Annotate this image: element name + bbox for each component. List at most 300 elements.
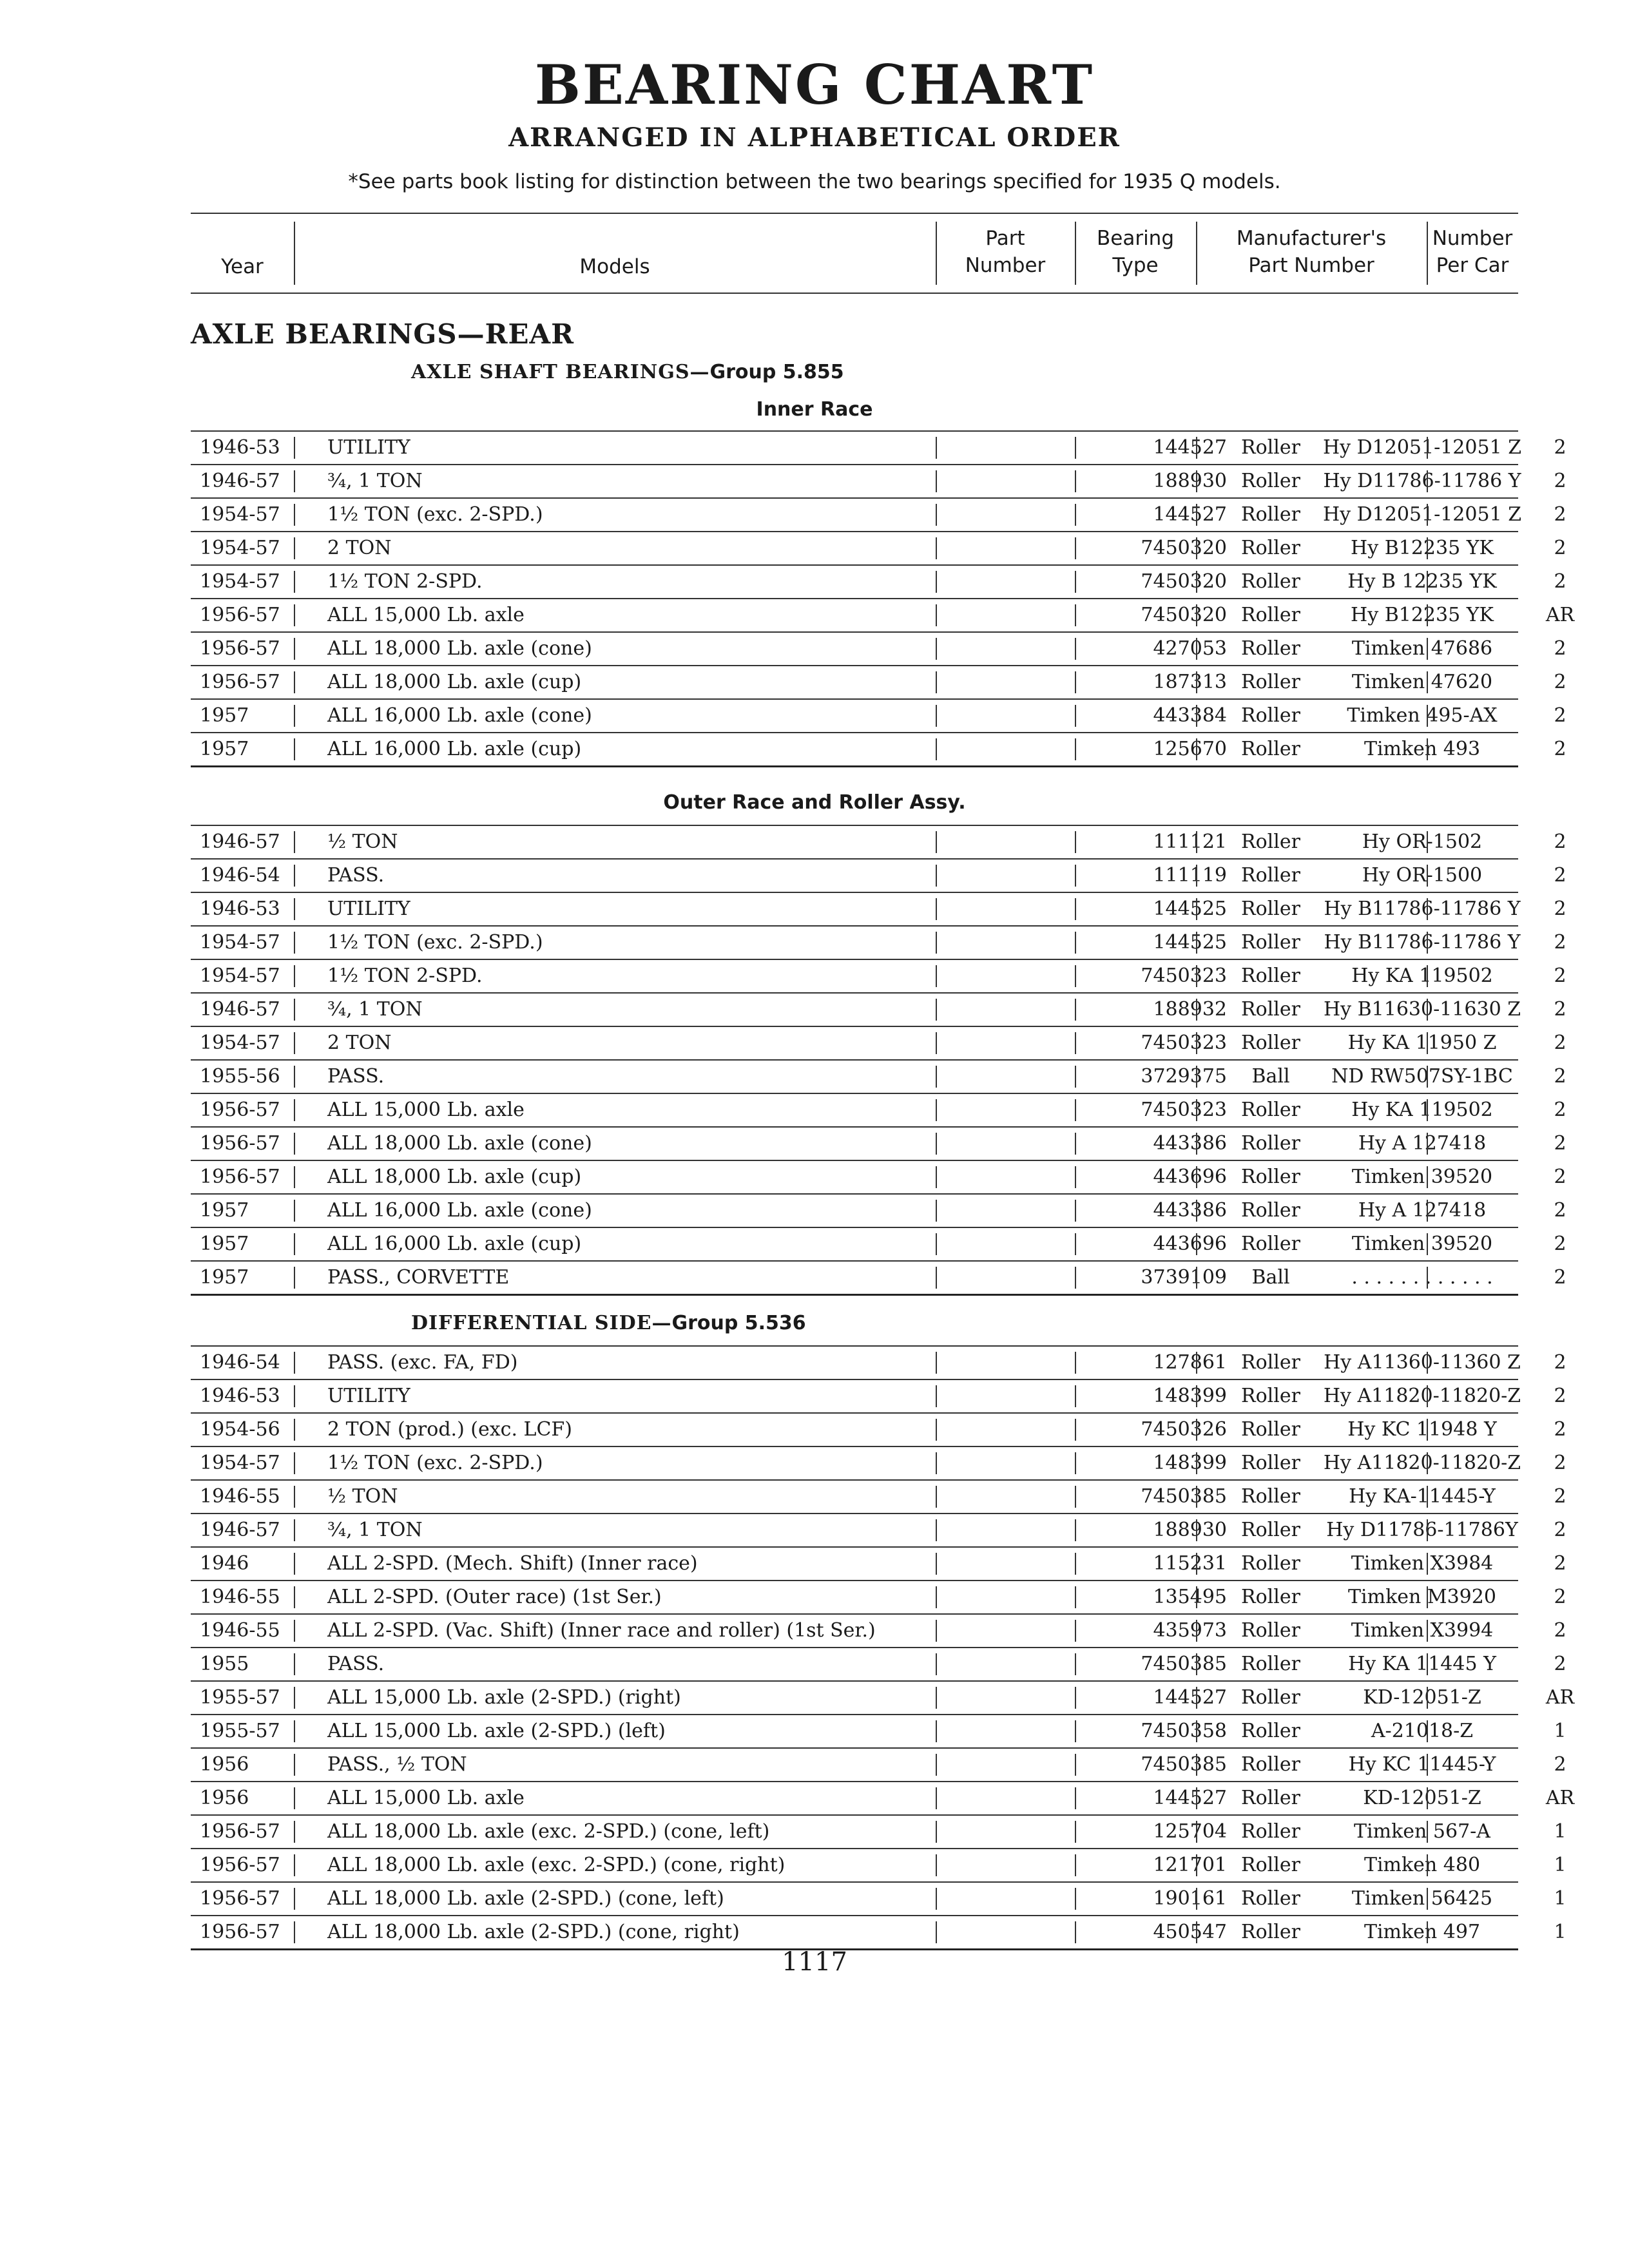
manufacturer-part-cell: Hy KA 11445 Y [1348, 1653, 1496, 1675]
column-divider [1196, 1032, 1197, 1054]
column-divider [1196, 1553, 1197, 1575]
column-divider [1427, 571, 1428, 593]
year-cell: 1946 [200, 1552, 249, 1575]
part-number-cell: 435973 [1153, 1619, 1227, 1642]
table-row [191, 564, 1566, 598]
table-row [191, 531, 1566, 564]
year-cell: 1954-57 [200, 537, 280, 559]
column-divider [294, 1854, 295, 1876]
number-per-car-cell: AR [1545, 604, 1575, 626]
part-number-cell: 7450385 [1141, 1753, 1227, 1776]
manufacturer-part-cell: Hy OR-1502 [1362, 831, 1483, 853]
year-cell: 1954-57 [200, 965, 280, 987]
column-divider [1196, 865, 1197, 887]
column-divider [936, 504, 937, 526]
column-divider [1075, 1821, 1076, 1843]
column-divider [294, 1687, 295, 1709]
column-divider [1427, 1233, 1428, 1255]
manufacturer-part-cell: Hy D12051-12051 Z [1322, 503, 1522, 526]
year-cell: 1946-53 [200, 898, 280, 920]
column-divider [936, 571, 937, 593]
column-divider [1075, 705, 1076, 727]
column-divider [294, 1486, 295, 1508]
column-divider [294, 1653, 295, 1675]
column-divider [1427, 898, 1428, 920]
bearing-type-cell: Roller [1241, 1720, 1300, 1742]
column-divider [1427, 1687, 1428, 1709]
number-per-car-cell: 2 [1554, 831, 1566, 853]
year-cell: 1957 [200, 704, 249, 727]
column-divider [936, 1519, 937, 1541]
column-divider [1196, 470, 1197, 492]
manufacturer-part-cell: A-21018-Z [1371, 1720, 1474, 1742]
manufacturer-part-cell: Hy D11786-11786Y [1326, 1519, 1518, 1541]
column-divider [1075, 1352, 1076, 1374]
column-divider [936, 604, 937, 626]
column-divider [936, 638, 937, 660]
column-divider [1196, 1620, 1197, 1642]
section-title: AXLE BEARINGS—REAR [191, 318, 574, 350]
group-heading-differential [411, 1312, 806, 1334]
column-divider [294, 999, 295, 1021]
column-divider [1427, 1419, 1428, 1441]
number-per-car-cell: AR [1545, 1686, 1575, 1709]
column-divider [936, 705, 937, 727]
column-divider [936, 898, 937, 920]
year-cell: 1946-55 [200, 1586, 280, 1608]
part-number-cell: 187313 [1153, 671, 1227, 693]
model-cell: ALL 15,000 Lb. axle [327, 1787, 525, 1809]
part-number-cell: 7450323 [1141, 965, 1227, 987]
bearing-type-cell: Roller [1241, 1132, 1300, 1155]
number-per-car-cell: 2 [1554, 1233, 1566, 1255]
number-per-car-cell: 2 [1554, 1166, 1566, 1188]
model-cell: ALL 2-SPD. (Mech. Shift) (Inner race) [327, 1552, 698, 1575]
bearing-type-cell: Roller [1241, 503, 1300, 526]
column-divider [1075, 1419, 1076, 1441]
part-number-cell: 443696 [1153, 1233, 1227, 1255]
column-divider [1075, 1385, 1076, 1407]
column-divider [1075, 1586, 1076, 1608]
manufacturer-part-cell: Timken 567-A [1354, 1820, 1490, 1843]
table-row [191, 1781, 1575, 1814]
header-mfr-line2: Part Number [1248, 254, 1374, 277]
year-cell: 1946-57 [200, 831, 280, 853]
bearing-type-cell: Roller [1241, 1686, 1300, 1709]
model-cell: ALL 18,000 Lb. axle (cone) [327, 1132, 592, 1155]
year-cell: 1946-57 [200, 470, 280, 492]
column-divider [1196, 1352, 1197, 1374]
column-divider [294, 1352, 295, 1374]
column-divider [1196, 932, 1197, 954]
column-divider [1196, 999, 1197, 1021]
table-row [191, 430, 1566, 464]
column-divider [294, 965, 295, 987]
column-divider [1196, 571, 1197, 593]
table-row [191, 1747, 1566, 1781]
column-divider [1427, 470, 1428, 492]
column-divider [1075, 470, 1076, 492]
number-per-car-cell: 2 [1554, 1099, 1566, 1121]
table-row [191, 1848, 1566, 1881]
table-row [191, 732, 1566, 767]
column-divider [294, 898, 295, 920]
column-divider [1196, 738, 1197, 760]
part-number-cell: 144525 [1153, 898, 1227, 920]
column-divider [1075, 1133, 1076, 1155]
column-divider [936, 1888, 937, 1910]
column-divider [1427, 1553, 1428, 1575]
model-cell: ALL 18,000 Lb. axle (exc. 2-SPD.) (cone, right) [327, 1854, 786, 1876]
year-cell: 1956-57 [200, 1887, 280, 1910]
model-cell: UTILITY [327, 898, 410, 920]
part-number-cell: 111121 [1153, 831, 1227, 853]
column-divider [1075, 831, 1076, 853]
column-divider [936, 437, 937, 459]
year-cell: 1956-57 [200, 1166, 280, 1188]
column-divider [1075, 1854, 1076, 1876]
column-divider [1427, 1586, 1428, 1608]
manufacturer-part-cell: KD-12051-Z [1363, 1686, 1481, 1709]
model-cell: 1½ TON 2-SPD. [327, 965, 483, 987]
number-per-car-cell: 2 [1554, 1266, 1566, 1289]
table-row [191, 1227, 1566, 1260]
model-cell: 2 TON [327, 1032, 392, 1054]
column-divider [1427, 504, 1428, 526]
number-per-car-cell: 2 [1554, 470, 1566, 492]
column-divider [1196, 638, 1197, 660]
column-divider [1075, 671, 1076, 693]
table-row [191, 1126, 1566, 1160]
column-divider [1196, 1233, 1197, 1255]
column-divider [1075, 1099, 1076, 1121]
manufacturer-part-cell: Timken 47686 [1351, 637, 1493, 660]
column-divider [1196, 1787, 1197, 1809]
part-number-cell: 7450323 [1141, 1032, 1227, 1054]
year-cell: 1956 [200, 1753, 249, 1776]
bearing-type-cell: Roller [1241, 998, 1300, 1021]
model-cell: 2 TON (prod.) (exc. LCF) [327, 1418, 572, 1441]
year-cell: 1956-57 [200, 1820, 280, 1843]
manufacturer-part-cell: Timken 56425 [1351, 1887, 1493, 1910]
bearing-type-cell: Roller [1241, 1032, 1300, 1054]
column-divider [294, 1066, 295, 1088]
model-cell: ALL 16,000 Lb. axle (cup) [327, 1233, 582, 1255]
column-divider [1196, 1066, 1197, 1088]
column-divider [1196, 1166, 1197, 1188]
column-divider [1196, 1921, 1197, 1943]
column-divider [294, 1166, 295, 1188]
column-divider [294, 865, 295, 887]
table-row [191, 925, 1566, 959]
column-divider [1427, 1099, 1428, 1121]
model-cell: ALL 15,000 Lb. axle [327, 1099, 525, 1121]
column-divider [936, 1821, 937, 1843]
column-divider [1427, 638, 1428, 660]
table-row [191, 1915, 1566, 1950]
bearing-type-cell: Roller [1241, 1166, 1300, 1188]
table-row [191, 1026, 1566, 1059]
column-divider [1196, 1099, 1197, 1121]
column-divider [1075, 999, 1076, 1021]
model-cell: ALL 15,000 Lb. axle (2-SPD.) (right) [327, 1686, 681, 1709]
column-divider [1075, 1267, 1076, 1289]
column-divider [1427, 1032, 1428, 1054]
table-row [191, 631, 1566, 665]
table-row [191, 1881, 1566, 1915]
part-number-cell: 144527 [1153, 436, 1227, 459]
manufacturer-part-cell: Hy KA 119502 [1351, 1099, 1493, 1121]
column-divider [936, 831, 937, 853]
column-divider [1075, 1921, 1076, 1943]
year-cell: 1957 [200, 1233, 249, 1255]
column-divider [294, 571, 295, 593]
part-number-cell: 115231 [1153, 1552, 1227, 1575]
column-divider [1196, 1720, 1197, 1742]
number-per-car-cell: 2 [1554, 1519, 1566, 1541]
subheading-outer-race: Outer Race and Roller Assy. [663, 791, 966, 814]
model-cell: PASS. [327, 1653, 385, 1675]
bearing-type-cell: Roller [1241, 1351, 1300, 1374]
manufacturer-part-cell: ND RW507SY-1BC [1331, 1065, 1513, 1088]
column-header [191, 213, 1518, 294]
column-divider [1075, 1653, 1076, 1675]
bearing-type-cell: Roller [1241, 470, 1300, 492]
column-divider [1075, 738, 1076, 760]
manufacturer-part-cell: Hy KA-11445-Y [1349, 1485, 1496, 1508]
header-mfr-line1: Manufacturer's [1236, 227, 1387, 250]
table-row [191, 698, 1566, 732]
table-row [191, 1613, 1566, 1647]
part-number-cell: 443384 [1153, 704, 1227, 727]
header-bearing-line2: Type [1112, 254, 1159, 277]
header-part-line2: Number [965, 254, 1046, 277]
column-divider [1075, 1888, 1076, 1910]
column-divider [1075, 638, 1076, 660]
table-row [191, 1647, 1566, 1680]
bearing-type-cell: Roller [1241, 1887, 1300, 1910]
column-divider [936, 1267, 937, 1289]
manufacturer-part-cell: Hy B12235 YK [1351, 537, 1494, 559]
column-divider [1427, 865, 1428, 887]
number-per-car-cell: 2 [1554, 864, 1566, 887]
table-row [191, 665, 1566, 698]
year-cell: 1946-57 [200, 998, 280, 1021]
bearing-type-cell: Roller [1241, 831, 1300, 853]
number-per-car-cell: 2 [1554, 1065, 1566, 1088]
manufacturer-part-cell: Timken 493 [1364, 738, 1481, 760]
model-cell: ALL 18,000 Lb. axle (cup) [327, 671, 582, 693]
column-divider [1427, 1166, 1428, 1188]
model-cell: ALL 16,000 Lb. axle (cone) [327, 1199, 592, 1222]
year-cell: 1956-57 [200, 637, 280, 660]
number-per-car-cell: 2 [1554, 1199, 1566, 1222]
column-divider [936, 1066, 937, 1088]
year-cell: 1954-57 [200, 1032, 280, 1054]
column-divider [1427, 1854, 1428, 1876]
column-divider [1427, 1200, 1428, 1222]
column-divider [294, 932, 295, 954]
group-label: AXLE SHAFT BEARINGS— [411, 361, 710, 383]
manufacturer-part-cell: Hy B 12235 YK [1347, 570, 1497, 593]
differential-side-table [191, 1345, 1575, 1950]
column-divider [1196, 1586, 1197, 1608]
column-divider [1075, 1486, 1076, 1508]
column-divider [1075, 1519, 1076, 1541]
year-cell: 1946-54 [200, 1351, 280, 1374]
column-divider [294, 738, 295, 760]
model-cell: PASS. [327, 1065, 385, 1088]
column-divider [294, 437, 295, 459]
year-cell: 1956-57 [200, 671, 280, 693]
model-cell: PASS., ½ TON [327, 1753, 467, 1776]
table-row [191, 1546, 1566, 1580]
column-divider [1196, 898, 1197, 920]
table-row [191, 1714, 1566, 1747]
number-per-car-cell: 2 [1554, 1132, 1566, 1155]
number-per-car-cell: 1 [1554, 1887, 1566, 1910]
number-per-car-cell: 2 [1554, 1032, 1566, 1054]
manufacturer-part-cell: Hy A11820-11820-Z [1323, 1385, 1521, 1407]
column-divider [1196, 537, 1197, 559]
column-divider [1075, 571, 1076, 593]
table-row [191, 1680, 1575, 1714]
model-cell: ALL 18,000 Lb. axle (2-SPD.) (cone, right) [327, 1921, 740, 1943]
model-cell: ALL 2-SPD. (Vac. Shift) (Inner race and roller) (1st Ser.) [327, 1619, 876, 1642]
table-row [191, 892, 1566, 925]
column-divider [294, 1452, 295, 1474]
bearing-type-cell: Roller [1241, 570, 1300, 593]
number-per-car-cell: 2 [1554, 738, 1566, 760]
number-per-car-cell: 1 [1554, 1854, 1566, 1876]
column-divider [1427, 1720, 1428, 1742]
column-divider [294, 1888, 295, 1910]
part-number-cell: 7450385 [1141, 1653, 1227, 1675]
inner-race-table [191, 430, 1575, 767]
model-cell: ¾, 1 TON [327, 1519, 423, 1541]
number-per-car-cell: 2 [1554, 671, 1566, 693]
column-divider [1196, 831, 1197, 853]
column-divider [1427, 1066, 1428, 1088]
manufacturer-part-cell: Hy KA 11950 Z [1347, 1032, 1497, 1054]
number-per-car-cell: 2 [1554, 965, 1566, 987]
group-label: DIFFERENTIAL SIDE— [411, 1312, 672, 1334]
page-title: BEARING CHART [534, 53, 1095, 117]
column-divider [294, 537, 295, 559]
column-divider [1075, 1754, 1076, 1776]
bearing-type-cell: Roller [1241, 738, 1300, 760]
column-divider [936, 1620, 937, 1642]
year-cell: 1956-57 [200, 1921, 280, 1943]
bearing-type-cell: Roller [1241, 1619, 1300, 1642]
bearing-type-cell: Roller [1241, 436, 1300, 459]
part-number-cell: 7450385 [1141, 1485, 1227, 1508]
page-subtitle: ARRANGED IN ALPHABETICAL ORDER [508, 122, 1121, 153]
group-number: Group 5.536 [671, 1312, 806, 1334]
column-divider [1427, 1352, 1428, 1374]
header-models: Models [579, 255, 650, 278]
subheading-inner-race: Inner Race [756, 398, 873, 421]
manufacturer-part-cell: Hy A11820-11820-Z [1323, 1452, 1521, 1474]
column-divider [936, 1687, 937, 1709]
bearing-type-cell: Roller [1241, 537, 1300, 559]
column-divider [1075, 1720, 1076, 1742]
model-cell: PASS. [327, 864, 385, 887]
year-cell: 1946-55 [200, 1485, 280, 1508]
column-divider [1427, 831, 1428, 853]
year-cell: 1956 [200, 1787, 249, 1809]
bearing-type-cell: Roller [1241, 864, 1300, 887]
column-divider [294, 1586, 295, 1608]
column-divider [1196, 1133, 1197, 1155]
part-number-cell: 7450326 [1141, 1418, 1227, 1441]
column-divider [1427, 604, 1428, 626]
column-divider [294, 1099, 295, 1121]
model-cell: ALL 18,000 Lb. axle (exc. 2-SPD.) (cone, left) [327, 1820, 770, 1843]
column-divider [1075, 537, 1076, 559]
manufacturer-part-cell: Timken X3994 [1351, 1619, 1494, 1642]
column-divider [1196, 1385, 1197, 1407]
table-row [191, 1513, 1566, 1546]
column-divider [1075, 1233, 1076, 1255]
group-heading-axle-shaft [411, 361, 844, 383]
column-divider [936, 1200, 937, 1222]
column-divider [1196, 1200, 1197, 1222]
number-per-car-cell: 2 [1554, 1351, 1566, 1374]
column-divider [1427, 1133, 1428, 1155]
year-cell: 1946-55 [200, 1619, 280, 1642]
bearing-type-cell: Roller [1241, 1653, 1300, 1675]
part-number-cell: 443386 [1153, 1132, 1227, 1155]
year-cell: 1955-57 [200, 1720, 280, 1742]
column-divider [294, 1419, 295, 1441]
footnote: *See parts book listing for distinction between the two bearings specified for 1935 Q models. [348, 170, 1281, 193]
column-divider [1075, 1166, 1076, 1188]
column-divider [936, 1754, 937, 1776]
column-divider [1075, 1032, 1076, 1054]
column-divider [294, 1233, 295, 1255]
column-divider [1427, 965, 1428, 987]
model-cell: UTILITY [327, 1385, 410, 1407]
number-per-car-cell: 2 [1554, 637, 1566, 660]
column-divider [1196, 1653, 1197, 1675]
column-divider [1196, 671, 1197, 693]
year-cell: 1955-57 [200, 1686, 280, 1709]
column-divider [1196, 1754, 1197, 1776]
model-cell: 2 TON [327, 537, 392, 559]
column-divider [1196, 1888, 1197, 1910]
column-divider [936, 671, 937, 693]
column-divider [1075, 437, 1076, 459]
number-per-car-cell: 2 [1554, 1586, 1566, 1608]
year-cell: 1957 [200, 738, 249, 760]
column-divider [1427, 1921, 1428, 1943]
number-per-car-cell: 2 [1554, 1418, 1566, 1441]
column-divider [936, 1133, 937, 1155]
table-row [191, 1446, 1566, 1479]
number-per-car-cell: 2 [1554, 704, 1566, 727]
column-divider [294, 1787, 295, 1809]
column-divider [936, 1385, 937, 1407]
model-cell: ALL 15,000 Lb. axle [327, 604, 525, 626]
table-row [191, 825, 1566, 858]
manufacturer-part-cell: Hy B12235 YK [1351, 604, 1494, 626]
number-per-car-cell: 2 [1554, 1452, 1566, 1474]
header-part-line1: Part [985, 227, 1025, 250]
column-divider [936, 537, 937, 559]
table-row [191, 1093, 1566, 1126]
model-cell: ¾, 1 TON [327, 998, 423, 1021]
